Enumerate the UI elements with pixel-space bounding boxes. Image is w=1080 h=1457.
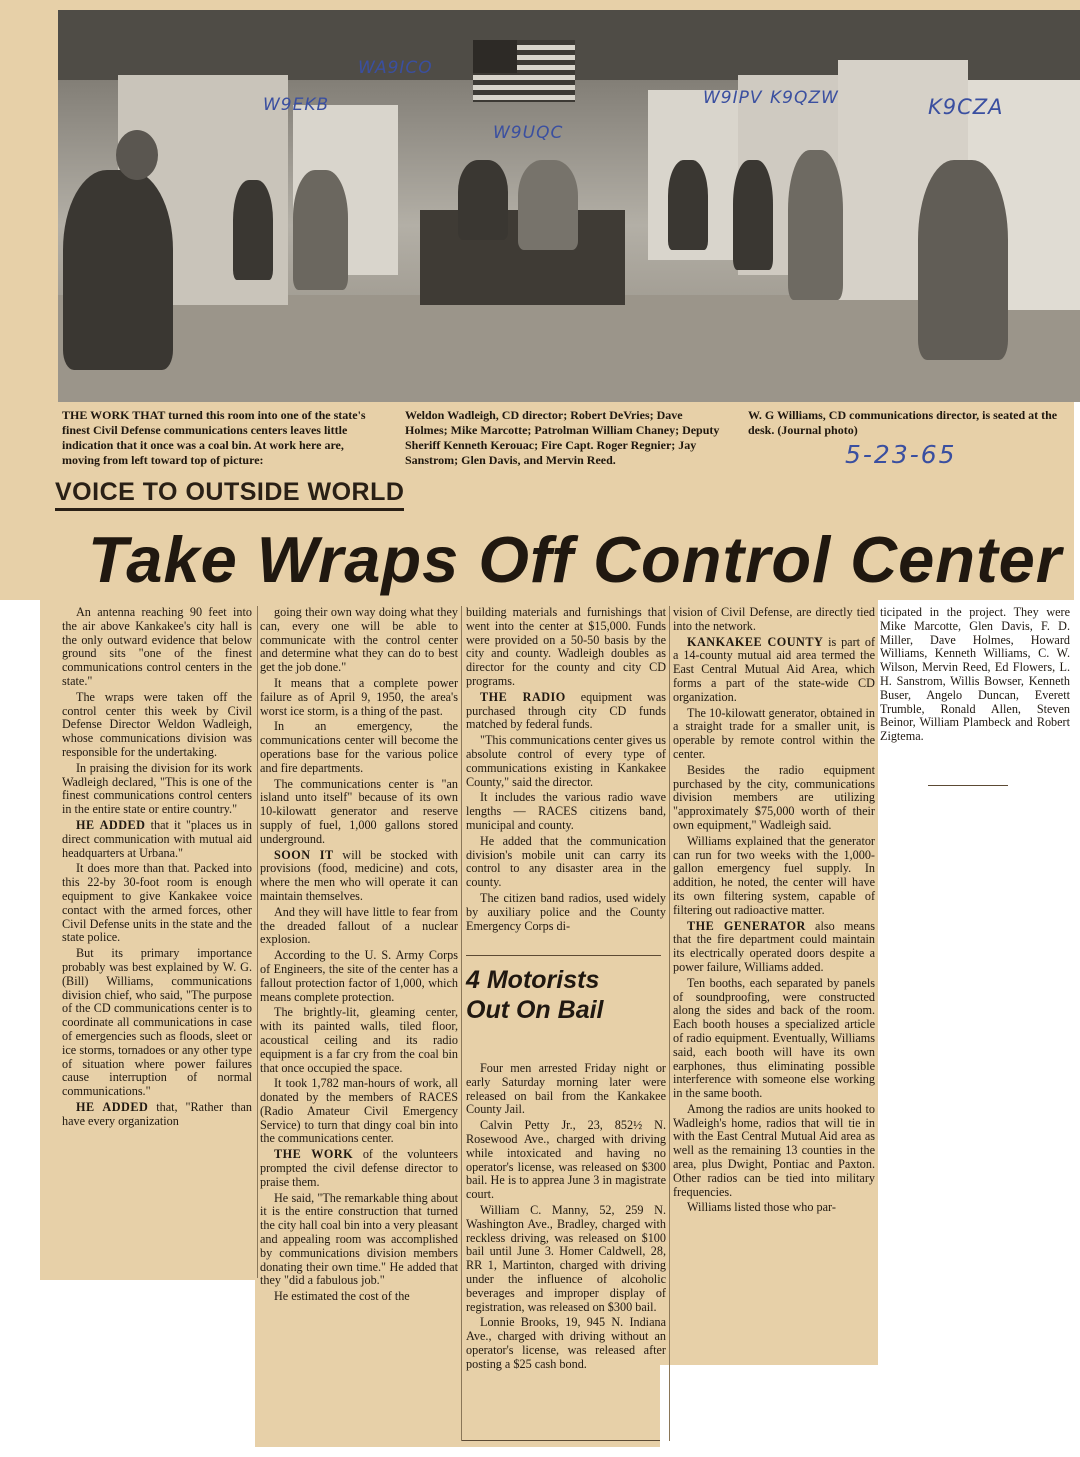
article-paragraph <box>62 691 252 760</box>
article-paragraph <box>673 764 875 833</box>
paragraph-text: He said, "The remarkable thing about it is the entire construction that turned the city hall coal bin into a very pleasant and appealing room was accomplished by communications division members donating their own time." He added that they "did a fabulous job." <box>260 1190 458 1288</box>
article-column-3 <box>466 606 666 935</box>
article-paragraph <box>466 1062 666 1117</box>
paragraph-text: He added that the communication division's mobile unit can carry its control to any disaster area in the county. <box>466 833 666 890</box>
paragraph-text: Among the radios are units hooked to Wadleigh's home, radios that will tie in with the East Central Mutual Aid area as well as the remaining 13 counties in the area, plus Dwight, Pontiac and Paxton. Other radios can be tied into military frequencies. <box>673 1101 875 1199</box>
article-paragraph <box>62 819 252 860</box>
paragraph-text: will be stocked with provisions (food, medicine) and cots, where the men who will operate it can maintain themselves. <box>260 847 458 903</box>
article-paragraph <box>62 862 252 945</box>
paragraph-lead-in: HE ADDED <box>76 817 146 832</box>
paragraph-text: Lonnie Brooks, 19, 945 N. Indiana Ave., charged with driving without an operator's license, was released after posting a $25 cash bond. <box>466 1315 666 1371</box>
article-paragraph <box>62 1101 252 1129</box>
paragraph-text: "This communications center gives us absolute control of every type of communications existing in Kankakee County," said the director. <box>466 733 666 789</box>
article-column-1 <box>62 606 252 1130</box>
article-paragraph <box>466 835 666 890</box>
article-paragraph <box>673 1201 875 1215</box>
paragraph-text: building materials and furnishings that went into the center at $15,000. Funds were provided on a 50-50 basis by the city and county. Wadleigh doubles as director for the county and city CD programs. <box>466 605 666 688</box>
paragraph-text: Four men arrested Friday night or early Saturday morning later were released on bail from the Kankakee County Jail. <box>466 1061 666 1117</box>
paragraph-lead-in: KANKAKEE COUNTY <box>687 634 824 649</box>
article-paragraph <box>260 1006 458 1075</box>
paragraph-text: In an emergency, the communications center will become the operations base for the various police and fire departments. <box>260 719 458 775</box>
paragraph-text: It does more than that. Packed into this 22-by 30-foot room is enough equipment to give Kankakee voice contact with the armed forces, other Civil Defense units in the state and the state police. <box>62 861 252 945</box>
paragraph-text: Besides the radio equipment purchased by the city, communications division members are utilizing "approximately $75,000 worth of their own equipment," Wadleigh said. <box>673 762 875 832</box>
article-paragraph <box>673 835 875 918</box>
article-paragraph <box>260 906 458 947</box>
photo-person <box>788 150 843 300</box>
paragraph-text: that it "places us in direct communication with mutual aid headquarters at Urbana." <box>62 817 252 860</box>
paragraph-text: The 10-kilowatt generator, obtained in a straight trade for a smaller unit, is operable by remote control within the center. <box>673 705 875 761</box>
paragraph-text: is part of a 14-county mutual aid area termed the East Central Mutual Aid Area, which forms a part of the state-wide CD organization. <box>673 634 876 704</box>
article-paragraph <box>673 636 875 705</box>
article-paragraph <box>673 920 875 975</box>
article-paragraph <box>673 707 875 762</box>
paragraph-text: going their own way doing what they can, every one will be able to communicate with the control center and determine what they can do to best get the job done." <box>260 605 458 675</box>
paragraph-text: vision of Civil Defense, are directly tied into the network. <box>673 605 875 633</box>
main-headline: Take Wraps Off Control Center <box>88 523 1063 596</box>
paragraph-text: And they will have little to fear from the dreaded fallout of a nuclear explosion. <box>260 904 458 947</box>
photo-person <box>293 170 348 290</box>
photo-person <box>518 160 578 250</box>
article-paragraph <box>673 606 875 634</box>
paragraph-text: It means that a complete power failure as of April 9, 1950, the area's worst ice storm, is a thing of the past. <box>260 675 458 718</box>
article-photo <box>58 10 1080 402</box>
article-paragraph <box>62 762 252 817</box>
paragraph-text: In praising the division for its work Wadleigh declared, "This is one of the finest communications control centers in the entire state or entire country." <box>62 760 252 817</box>
article-paragraph <box>62 947 252 1099</box>
article-paragraph <box>673 977 875 1101</box>
end-rule <box>928 785 1008 786</box>
paragraph-text: that, "Rather than have every organization <box>62 1099 252 1128</box>
article-paragraph <box>62 606 252 689</box>
handwritten-date: 5-23-65 <box>845 440 957 469</box>
sub-headline-line-2: Out On Bail <box>466 996 604 1024</box>
paragraph-lead-in: HE ADDED <box>76 1099 149 1114</box>
photo-person <box>233 180 273 280</box>
american-flag <box>473 40 575 102</box>
paragraph-lead-in: THE WORK <box>274 1147 354 1162</box>
article-paragraph <box>466 1119 666 1202</box>
article-paragraph <box>260 1192 458 1289</box>
photo-person <box>63 170 173 370</box>
paragraph-lead-in: SOON IT <box>274 847 334 862</box>
handwritten-callsign: K9CZA <box>928 95 1004 119</box>
paragraph-text: He estimated the cost of the <box>274 1289 410 1304</box>
paragraph-text: The brightly-lit, gleaming center, with its painted walls, tiled floor, acoustical ceiling and its radio equipment is a far cry from the coal bin that once occupied the space. <box>260 1005 458 1075</box>
photo-person <box>918 160 1008 360</box>
sub-headline <box>466 965 604 1025</box>
paragraph-text: But its primary importance probably was best explained by W. G. (Bill) Williams, communications division chief, who said, "The purpose of the CD communications center is to coordinate all communications in case of emergencies such as floods, sleet or ice storms, tornadoes or any other type of situation where power failures cause interruption of normal communications." <box>62 946 252 1099</box>
photo-person <box>733 160 773 270</box>
paragraph-text: Williams explained that the generator can run for two weeks with the 1,000-gallon emergency fuel supply. In addition, he noted, the center will have its own filtering system, capable of filtering out radioactive matter. <box>673 833 875 917</box>
story-divider <box>466 955 661 956</box>
article-paragraph <box>673 1103 875 1200</box>
article-paragraph <box>260 1290 458 1304</box>
paragraph-text: Calvin Petty Jr., 23, 852½ N. Rosewood Ave., charged with driving while intoxicated and having no operator's license, was released on $300 bail. He is to apprea June 3 in magistrate court. <box>466 1118 666 1202</box>
paragraph-text: It includes the various radio wave lengths — RACES citizens band, municipal and county. <box>466 790 666 832</box>
paragraph-text: An antenna reaching 90 feet into the air above Kankakee's city hall is the only outward evidence that below ground sits "one of the finest communications control centers in the state." <box>62 605 252 688</box>
column-rule <box>257 606 258 1278</box>
article-paragraph <box>466 606 666 689</box>
paragraph-text: According to the U. S. Army Corps of Engineers, the site of the center has a fallout protection factor of 1,000, which means complete protection. <box>260 948 458 1004</box>
column-rule <box>461 606 462 1441</box>
article-paragraph <box>260 720 458 775</box>
paragraph-text: The wraps were taken off the control center this week by Civil Defense Director Weldon Wadleigh, whose communications division was responsible for the undertaking. <box>62 689 252 759</box>
article-column-3-lower <box>466 1062 666 1374</box>
paragraph-text: of the volunteers prompted the civil defense director to praise them. <box>260 1147 459 1189</box>
article-paragraph <box>466 1204 666 1314</box>
article-paragraph <box>466 892 666 933</box>
article-paragraph <box>466 734 666 789</box>
paragraph-text: Ten booths, each separated by panels of soundproofing, were constructed along the sides and back of the room. Each booth houses a specialized article of radio equipment. Eventually, Williams said, each booth will have its own earphones, thus eliminating possible interference with someone else working in the same booth. <box>673 975 875 1101</box>
photo-person <box>458 160 508 240</box>
article-paragraph <box>260 677 458 718</box>
article-paragraph <box>466 691 666 732</box>
bottom-rule <box>462 1440 660 1441</box>
paragraph-text: The citizen band radios, used widely by auxiliary police and the County Emergency Corps di- <box>466 890 666 933</box>
paragraph-text: Williams listed those who par- <box>687 1200 836 1215</box>
article-column-5 <box>880 606 1070 746</box>
paragraph-lead-in: THE RADIO <box>480 689 566 704</box>
article-paragraph <box>260 1148 458 1189</box>
sub-headline-line-1: 4 Motorists <box>466 966 600 994</box>
article-column-4 <box>673 606 875 1217</box>
photo-person-head <box>116 130 158 180</box>
paragraph-text: It took 1,782 man-hours of work, all donated by the members of RACES (Radio Amateur Civil Emergency Service) to turn that dingy coal bin into the communications center. <box>260 1076 458 1146</box>
paragraph-text: also means that the fire department could maintain its electrically operated doors despite a power failure, Williams added. <box>673 918 875 974</box>
kicker-headline: VOICE TO OUTSIDE WORLD <box>55 478 404 511</box>
article-paragraph <box>260 778 458 847</box>
column-rule <box>669 606 670 1441</box>
handwritten-callsign: K9QZW <box>770 88 839 108</box>
handwritten-callsign: W9UQC <box>493 123 564 143</box>
paragraph-text: The communications center is "an island unto itself" because of its own 10-kilowatt generator and reserve supply of fuel, 1,000 gallons stored underground. <box>260 776 458 846</box>
photo-caption-part-3: W. G Williams, CD communications director, is seated at the desk. (Journal photo) <box>748 408 1058 437</box>
photo-caption-part-1: THE WORK THAT turned this room into one of the state's finest Civil Defense communications centers leaves little indication that it once was a coal bin. At work here are, moving from left toward top of picture: <box>62 408 366 467</box>
paragraph-text: William C. Manny, 52, 259 N. Washington Ave., Bradley, charged with reckless driving, was released on $100 bail until June 3. Homer Caldwell, 28, RR 1, Martinton, charged with driving under the influence of alcoholic beverages and improper display of registration, was released on $300 bail. <box>466 1202 666 1314</box>
handwritten-callsign: W9EKB <box>263 95 330 115</box>
paragraph-lead-in: THE GENERATOR <box>687 918 806 933</box>
photo-caption-part-2: Weldon Wadleigh, CD director; Robert DeVries; Dave Holmes; Mike Marcotte; Patrolman William Chaney; Deputy Sheriff Kenneth Kerouac; Fire Capt. Roger Regnier; Jay Sanstrom; Glen Davis, and Mervin Reed. <box>405 408 720 467</box>
article-paragraph <box>466 791 666 832</box>
article-paragraph <box>260 1077 458 1146</box>
article-paragraph <box>466 1316 666 1371</box>
paragraph-text: ticipated in the project. They were Mike Marcotte, Glen Davis, F. D. Miller, Dave Holmes, Howard Williams, Kenneth Williams, C. W. Wilson, Mervin Reed, Ed Flowers, L. H. Sanstrom, Willis Bowser, Kenneth Buser, Angelo Duncan, Everett Trumble, Ronald Allen, Steven Beinor, William Plambeck and Robert Zigtema. <box>880 605 1070 744</box>
handwritten-callsign: W9IPV <box>703 88 763 108</box>
article-paragraph <box>260 949 458 1004</box>
article-paragraph <box>880 606 1070 744</box>
handwritten-callsign: WA9ICO <box>358 58 433 78</box>
article-column-2 <box>260 606 458 1306</box>
paragraph-text: equipment was purchased through city CD funds matched by federal funds. <box>466 689 666 732</box>
article-paragraph <box>260 606 458 675</box>
photo-person <box>668 160 708 250</box>
article-paragraph <box>260 849 458 904</box>
